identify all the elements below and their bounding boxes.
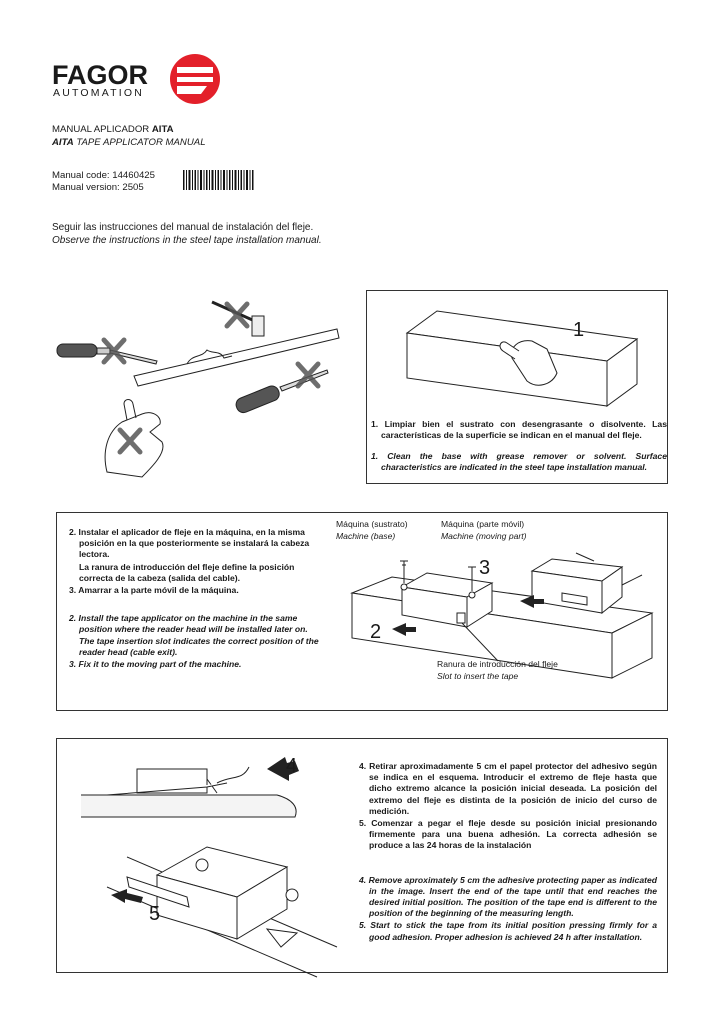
fagor-logo-mark-icon <box>167 54 223 104</box>
step3-text-es: 3. Amarrar a la parte móvil de la máquina. <box>69 585 239 596</box>
logo-brand: FAGOR <box>52 60 149 90</box>
label-machine-base-es: Máquina (sustrato) <box>336 519 408 529</box>
label-slot-en: Slot to insert the tape <box>437 671 519 681</box>
step45-panel <box>56 738 668 973</box>
intro-en: Observe the instructions in the steel tape installation manual. <box>52 235 322 246</box>
manual-version: Manual version: 2505 <box>52 182 144 193</box>
step1-panel <box>366 290 668 484</box>
step5-text-es: 5. Comenzar a pegar el fleje desde su posición inicial presionando firmemente para una buena adhesión. La correcta adhesión se produce a las 24 horas de la instalación <box>359 818 657 851</box>
label-machine-moving-en: Machine (moving part) <box>441 531 527 541</box>
logo-subtitle: AUTOMATION <box>53 87 145 99</box>
intro-es: Seguir las instrucciones del manual de instalación del fleje. <box>52 222 314 233</box>
step23-panel <box>56 512 668 711</box>
clean-base-illustration <box>397 303 657 413</box>
step1-number: 1 <box>573 319 585 341</box>
manual-title-es: MANUAL APLICADOR AITA <box>52 124 174 135</box>
fagor-logo <box>52 60 232 104</box>
step45-text <box>359 761 657 944</box>
step23-number-2: 2 <box>370 621 382 643</box>
manual-code: Manual code: 14460425 <box>52 170 155 181</box>
label-slot-es: Ranura de introducción del fleje <box>437 659 558 669</box>
step1-text-es: 1. Limpiar bien el sustrato con desengrasante o disolvente. Las características de la superficie se indican en el manual del fleje. <box>371 419 667 441</box>
label-machine-moving-es: Máquina (parte móvil) <box>441 519 525 529</box>
step1-text-en: 1. Clean the base with grease remover or solvent. Surface characteristics are indicated in the steel tape installation manual. <box>371 451 667 473</box>
barcode-icon <box>183 170 255 190</box>
tape-insertion-illustration <box>67 747 347 967</box>
step23-text <box>69 527 321 671</box>
step2-text-en: 2. Install the tape applicator on the machine in the same position where the reader head will be installed later on. The tape insertion slot indicates the correct position of the reader head (cable exit). <box>69 613 319 657</box>
step2-text-es: 2. Instalar el aplicador de fleje en la máquina, en la misma posición en la que posteriormente se instalará la cabeza lectora. <box>69 527 310 560</box>
step4-text-en: 4. Remove aproximately 5 cm the adhesive protecting paper as indicated in the image. Insert the end of the tape until that end reaches the desired initial position. The position of the tape end is different to the position of the beginning of the measuring length. <box>359 874 657 919</box>
prohibited-tools-illustration <box>52 292 362 492</box>
step23-number-3: 3 <box>479 557 491 579</box>
step3-text-en: 3. Fix it to the moving part of the machine. <box>69 659 242 670</box>
manual-title-en: AITA TAPE APPLICATOR MANUAL <box>52 137 206 148</box>
step45-number-4: 4 <box>286 755 298 777</box>
step4-text-es: 4. Retirar aproximadamente 5 cm el papel protector del adhesivo según se indica en el esquema. Introducir el extremo de fleje hasta que dicho extremo alcance la posición inicial deseada. La posición del extremo del fleje es distinta de la posición de inicio del curso de medición. <box>359 761 657 816</box>
step5-text-en: 5. Start to stick the tape from its initial position pressing firmly for a good adhesion. Proper adhesion is achieved 24 h after installation. <box>359 920 657 942</box>
step45-number-5: 5 <box>149 903 161 925</box>
label-machine-base-en: Machine (base) <box>336 531 396 541</box>
step2-note-es: La ranura de introducción del fleje define la posición correcta de la cabeza (salida del cable). <box>79 561 295 583</box>
